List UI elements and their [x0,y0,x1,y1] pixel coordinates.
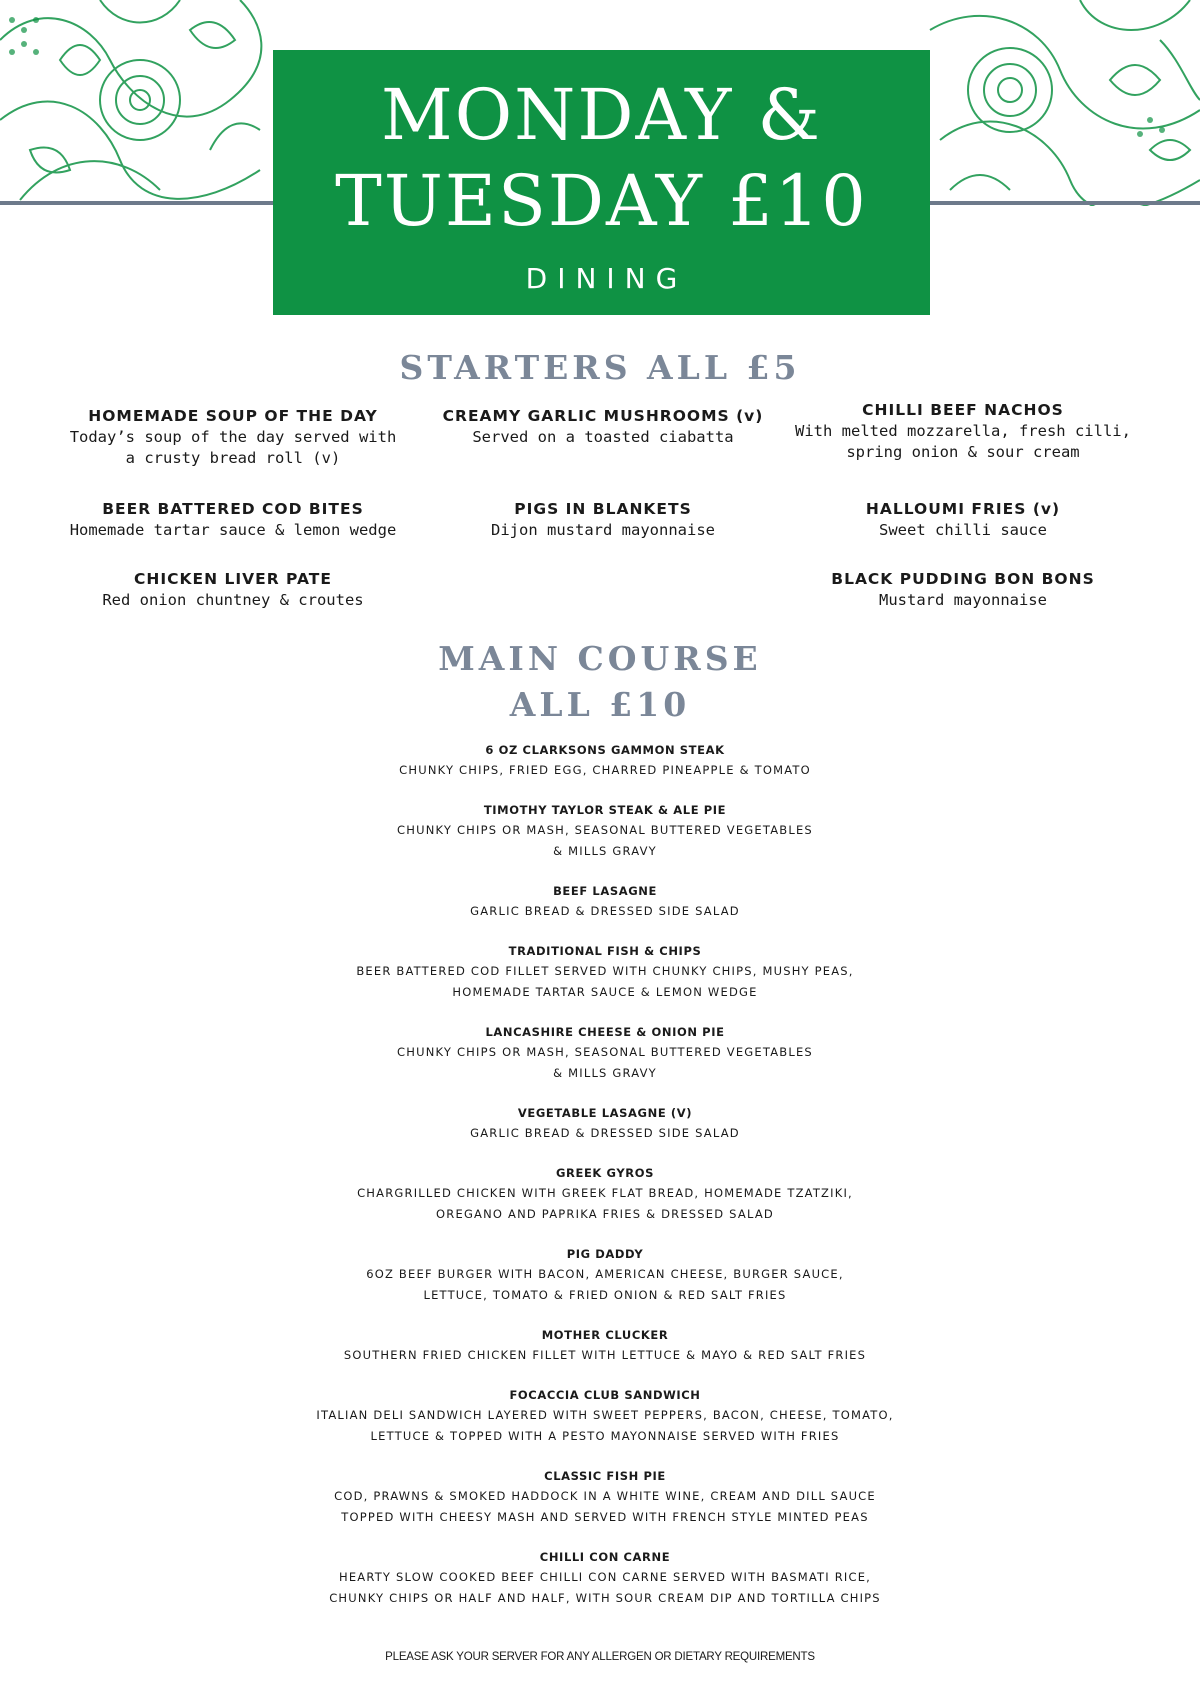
main-course-desc: 6OZ BEEF BURGER WITH BACON, AMERICAN CHEESE, BURGER SAUCE, [366,1267,844,1281]
starter-item [43,499,423,541]
starter-desc: Today’s soup of the day served with [69,428,397,446]
main-course-desc: CHARGRILLED CHICKEN WITH GREEK FLAT BREAD, HOMEMADE TZATZIKI, [357,1186,853,1200]
main-course-name: 6 OZ CLARKSONS GAMMON STEAK [485,743,725,757]
main-course-item [250,881,960,922]
main-course-desc: CHUNKY CHIPS, FRIED EGG, CHARRED PINEAPPLE & TOMATO [399,763,811,777]
starter-desc: With melted mozzarella, fresh cilli, [795,422,1131,440]
allergen-note: PLEASE ASK YOUR SERVER FOR ANY ALLERGEN OR DIETARY REQUIREMENTS [385,1651,815,1663]
page-title-line1: MONDAY & [381,74,822,156]
main-course-desc: GARLIC BREAD & DRESSED SIDE SALAD [470,1126,740,1140]
main-course-desc: & MILLS GRAVY [553,1066,657,1080]
main-course-desc: HOMEMADE TARTAR SAUCE & LEMON WEDGE [452,985,758,999]
main-course-desc: COD, PRAWNS & SMOKED HADDOCK IN A WHITE WINE, CREAM AND DILL SAUCE [334,1489,876,1503]
starter-desc: Homemade tartar sauce & lemon wedge [69,521,397,539]
main-course-desc: CHUNKY CHIPS OR HALF AND HALF, WITH SOUR CREAM DIP AND TORTILLA CHIPS [329,1591,881,1605]
main-course-desc: LETTUCE, TOMATO & FRIED ONION & RED SALT FRIES [423,1288,787,1302]
main-course-name: PIG DADDY [566,1247,644,1261]
mains-list [250,740,960,1628]
starter-desc: Dijon mustard mayonnaise [491,521,715,539]
starter-desc: Sweet chilli sauce [879,521,1047,539]
main-course-name: GREEK GYROS [556,1166,654,1180]
main-course-item [250,1385,960,1447]
main-course-item [250,1325,960,1366]
mains-heading-line1: MAIN COURSE [438,639,762,678]
main-course-name: FOCACCIA CLUB SANDWICH [509,1388,701,1402]
main-course-name: TIMOTHY TAYLOR STEAK & ALE PIE [483,803,727,817]
main-course-item [250,740,960,781]
main-course-desc: & MILLS GRAVY [553,844,657,858]
starter-desc: Mustard mayonnaise [879,591,1047,609]
main-course-name: LANCASHIRE CHEESE & ONION PIE [485,1025,725,1039]
main-course-desc: OREGANO AND PAPRIKA FRIES & DRESSED SALAD [436,1207,774,1221]
starter-name: CREAMY GARLIC MUSHROOMS (v) [442,407,764,425]
starter-item [43,569,423,611]
starter-desc: Red onion chuntney & croutes [102,591,364,609]
starter-item [43,406,423,469]
main-course-name: VEGETABLE LASAGNE (V) [517,1106,693,1120]
main-course-name: CLASSIC FISH PIE [544,1469,666,1483]
main-course-name: BEEF LASAGNE [553,884,657,898]
starter-name: BLACK PUDDING BON BONS [831,570,1095,588]
main-course-item [250,1547,960,1609]
starter-item [773,499,1153,541]
starter-desc: Served on a toasted ciabatta [472,428,734,446]
starter-item [413,406,793,448]
main-course-name: CHILLI CON CARNE [539,1550,671,1564]
main-course-desc: CHUNKY CHIPS OR MASH, SEASONAL BUTTERED VEGETABLES [397,823,813,837]
starter-desc: a crusty bread roll (v) [125,449,341,467]
mains-heading-line2: ALL £10 [509,685,691,724]
starter-name: HALLOUMI FRIES (v) [865,500,1061,518]
main-course-name: MOTHER CLUCKER [541,1328,669,1342]
main-course-item [250,1244,960,1306]
main-course-item [250,1103,960,1144]
main-course-desc: HEARTY SLOW COOKED BEEF CHILLI CON CARNE SERVED WITH BASMATI RICE, [338,1570,872,1584]
starters-heading: STARTERS ALL £5 [399,348,801,387]
starter-item [413,499,793,541]
main-course-item [250,941,960,1003]
main-course-item [250,1022,960,1084]
main-course-item [250,1466,960,1528]
main-course-desc: BEER BATTERED COD FILLET SERVED WITH CHUNKY CHIPS, MUSHY PEAS, [356,964,854,978]
main-course-desc: SOUTHERN FRIED CHICKEN FILLET WITH LETTUCE & MAYO & RED SALT FRIES [343,1348,867,1362]
main-course-desc: ITALIAN DELI SANDWICH LAYERED WITH SWEET PEPPERS, BACON, CHEESE, TOMATO, [316,1408,894,1422]
starter-item [773,400,1153,463]
starter-name: HOMEMADE SOUP OF THE DAY [88,407,378,425]
starter-desc: spring onion & sour cream [846,443,1080,461]
main-course-name: TRADITIONAL FISH & CHIPS [508,944,702,958]
starter-name: PIGS IN BLANKETS [514,500,692,518]
starter-name: CHICKEN LIVER PATE [134,570,332,588]
starter-item [773,569,1153,611]
starter-name: BEER BATTERED COD BITES [102,500,364,518]
main-course-item [250,800,960,862]
page-title-line2: TUESDAY £10 [335,160,868,242]
main-course-desc: TOPPED WITH CHEESY MASH AND SERVED WITH FRENCH STYLE MINTED PEAS [341,1510,869,1524]
main-course-desc: GARLIC BREAD & DRESSED SIDE SALAD [470,904,740,918]
main-course-desc: CHUNKY CHIPS OR MASH, SEASONAL BUTTERED VEGETABLES [397,1045,813,1059]
starter-name: CHILLI BEEF NACHOS [862,401,1064,419]
page-subtitle: DINING [525,262,688,295]
main-course-desc: LETTUCE & TOPPED WITH A PESTO MAYONNAISE SERVED WITH FRIES [370,1429,840,1443]
title-box [273,50,930,315]
main-course-item [250,1163,960,1225]
